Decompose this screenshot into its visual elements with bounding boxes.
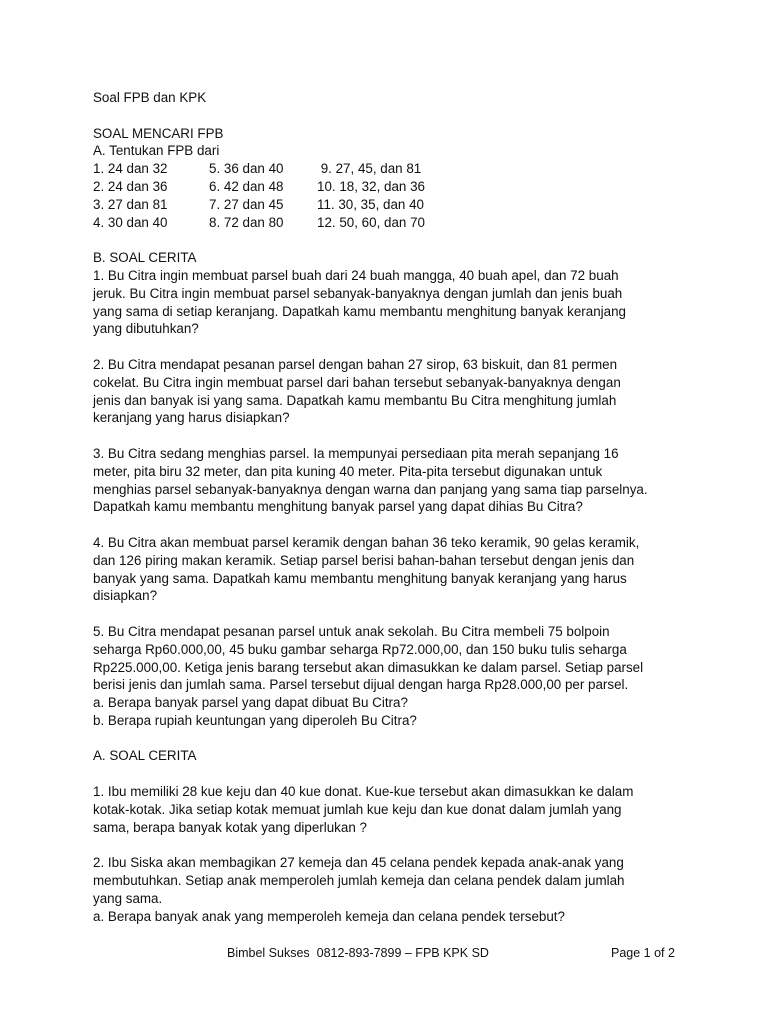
section-heading-fpb: SOAL MENCARI FPB bbox=[93, 125, 224, 141]
paragraph-line: yang dibutuhkan? bbox=[93, 321, 199, 337]
paragraph-line: Rp225.000,00. Ketiga jenis barang tersebut akan dimasukkan ke dalam parsel. Setiap parsel bbox=[93, 659, 644, 675]
section-heading-soal-cerita: B. SOAL CERITA bbox=[93, 250, 197, 266]
page-number: Page 1 of 2 bbox=[611, 946, 675, 960]
exercise-item: 1. 24 dan 32 bbox=[93, 161, 168, 177]
exercise-item: 10. 18, 32, dan 36 bbox=[317, 178, 425, 194]
paragraph-line: berisi jenis dan jumlah sama. Parsel tersebut dijual dengan harga Rp28.000,00 per parsel. bbox=[93, 677, 629, 693]
exercise-item: 4. 30 dan 40 bbox=[93, 214, 168, 230]
paragraph-line: 3. Bu Citra sedang menghias parsel. Ia mempunyai persediaan pita merah sepanjang 16 bbox=[93, 445, 619, 461]
paragraph-line: a. Berapa banyak parsel yang dapat dibuat Bu Citra? bbox=[93, 695, 408, 711]
question-paragraph bbox=[93, 534, 673, 605]
paragraph-line: sama, berapa banyak kotak yang diperlukan ? bbox=[93, 819, 367, 835]
paragraph-line: dan 126 piring makan keramik. Setiap parsel berisi bahan-bahan tersebut dengan jenis dan bbox=[93, 552, 635, 568]
paragraph-line: seharga Rp60.000,00, 45 buku gambar seharga Rp72.000,00, dan 150 buku tulis seharga bbox=[93, 641, 627, 657]
question-paragraph bbox=[93, 783, 673, 836]
fpb-exercise-grid bbox=[93, 160, 693, 231]
exercise-item: 11. 30, 35, dan 40 bbox=[317, 196, 424, 212]
paragraph-line: 1. Ibu memiliki 28 kue keju dan 40 kue donat. Kue-kue tersebut akan dimasukkan ke dalam bbox=[93, 784, 634, 800]
paragraph-line: meter, pita biru 32 meter, dan pita kuning 40 meter. Pita-pita tersebut digunakan untuk bbox=[93, 463, 603, 479]
exercise-item: 9. 27, 45, dan 81 bbox=[317, 161, 422, 177]
exercise-item: 3. 27 dan 81 bbox=[93, 196, 168, 212]
exercise-item: 6. 42 dan 48 bbox=[209, 178, 284, 194]
paragraph-line: jeruk. Bu Citra ingin membuat parsel sebanyak-banyaknya dengan jumlah dan jenis buah bbox=[93, 285, 623, 301]
paragraph-line: 2. Ibu Siska akan membagikan 27 kemeja dan 45 celana pendek kepada anak-anak yang bbox=[93, 855, 624, 871]
page-footer bbox=[0, 946, 768, 966]
paragraph-line: yang sama di setiap keranjang. Dapatkah kamu membantu menghitung banyak keranjang bbox=[93, 303, 626, 319]
footer-text: Bimbel Sukses 0812-893-7899 – FPB KPK SD bbox=[227, 946, 489, 960]
question-paragraph bbox=[93, 356, 673, 427]
paragraph-line: Dapatkah kamu membantu menghitung banyak parsel yang dapat dihias Bu Citra? bbox=[93, 499, 583, 515]
exercise-item: 12. 50, 60, dan 70 bbox=[317, 214, 425, 230]
question-paragraph bbox=[93, 267, 673, 338]
paragraph-line: yang sama. bbox=[93, 890, 163, 906]
question-paragraph bbox=[93, 623, 673, 730]
document-title: Soal FPB dan KPK bbox=[93, 90, 207, 105]
paragraph-line: disiapkan? bbox=[93, 588, 158, 604]
paragraph-line: 5. Bu Citra mendapat pesanan parsel untuk anak sekolah. Bu Citra membeli 75 bolpoin bbox=[93, 623, 610, 639]
paragraph-line: 2. Bu Citra mendapat pesanan parsel dengan bahan 27 sirop, 63 biskuit, dan 81 permen bbox=[93, 356, 618, 372]
paragraph-line: a. Berapa banyak anak yang memperoleh kemeja dan celana pendek tersebut? bbox=[93, 908, 565, 924]
exercise-item: 8. 72 dan 80 bbox=[209, 214, 284, 230]
section-subheading: A. Tentukan FPB dari bbox=[93, 143, 220, 159]
paragraph-line: kotak-kotak. Jika setiap kotak memuat jumlah kue keju dan kue donat dalam jumlah yang bbox=[93, 801, 622, 817]
paragraph-line: 1. Bu Citra ingin membuat parsel buah dari 24 buah mangga, 40 buah apel, dan 72 buah bbox=[93, 267, 619, 283]
paragraph-line: keranjang yang harus disiapkan? bbox=[93, 410, 290, 426]
question-paragraph bbox=[93, 445, 673, 516]
paragraph-line: b. Berapa rupiah keuntungan yang diperoleh Bu Citra? bbox=[93, 712, 417, 728]
section-heading-soal-cerita-a: A. SOAL CERITA bbox=[93, 748, 197, 764]
paragraph-line: membutuhkan. Setiap anak memperoleh jumlah kemeja dan celana pendek dalam jumlah bbox=[93, 873, 625, 889]
exercise-item: 5. 36 dan 40 bbox=[209, 161, 284, 177]
paragraph-line: 4. Bu Citra akan membuat parsel keramik dengan bahan 36 teko keramik, 90 gelas keramik, bbox=[93, 534, 640, 550]
paragraph-line: cokelat. Bu Citra ingin membuat parsel dari bahan tersebut sebanyak-banyaknya dengan bbox=[93, 374, 621, 390]
document-body bbox=[93, 89, 693, 925]
paragraph-line: menghias parsel sebanyak-banyaknya dengan warna dan panjang yang sama tiap parselnya. bbox=[93, 481, 648, 497]
exercise-item: 7. 27 dan 45 bbox=[209, 196, 284, 212]
paragraph-line: banyak yang sama. Dapatkah kamu membantu menghitung banyak keranjang yang harus bbox=[93, 570, 627, 586]
question-paragraph bbox=[93, 854, 673, 925]
paragraph-line: jenis dan banyak isi yang sama. Dapatkah kamu membantu Bu Citra menghitung jumlah bbox=[93, 392, 617, 408]
exercise-item: 2. 24 dan 36 bbox=[93, 178, 168, 194]
